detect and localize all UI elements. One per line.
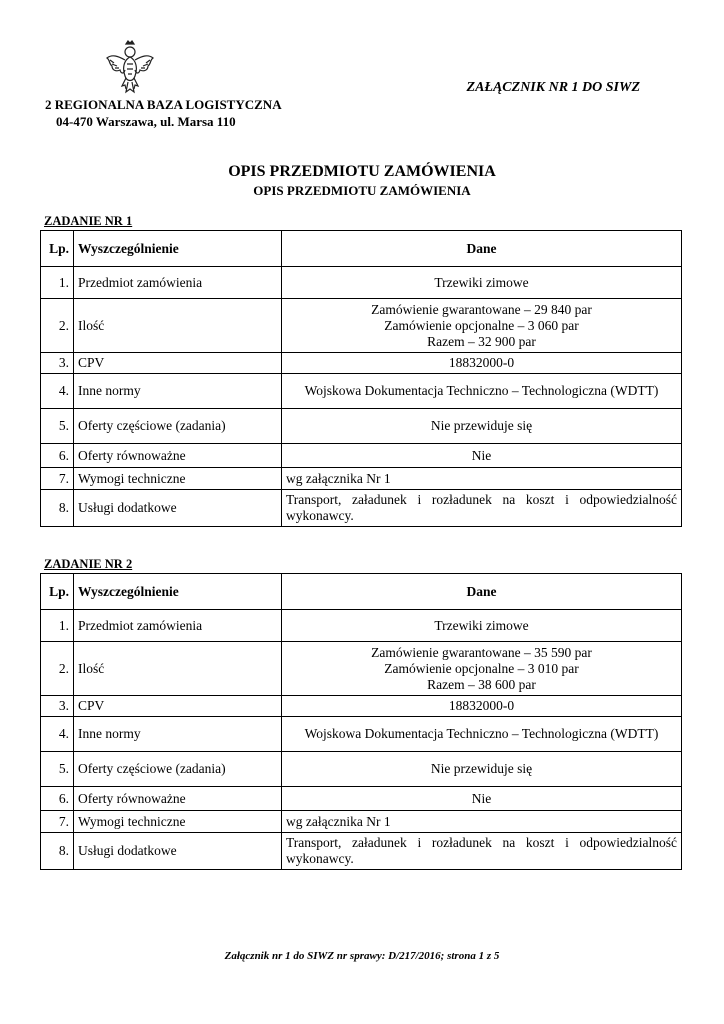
row-number: 1. bbox=[41, 610, 74, 642]
organization-address: 04-470 Warszawa, ul. Marsa 110 bbox=[56, 114, 236, 129]
table-row bbox=[41, 468, 682, 490]
row-number: 8. bbox=[41, 490, 74, 527]
task-1-table bbox=[40, 230, 682, 527]
row-item: CPV bbox=[74, 353, 282, 374]
polish-eagle-emblem-icon bbox=[104, 40, 156, 96]
row-number: 2. bbox=[41, 299, 74, 353]
row-item: Oferty częściowe (zadania) bbox=[74, 409, 282, 444]
row-value bbox=[282, 299, 682, 353]
row-value: 18832000-0 bbox=[282, 353, 682, 374]
row-value: Nie przewiduje się bbox=[282, 752, 682, 787]
row-item: Inne normy bbox=[74, 717, 282, 752]
row-number: 6. bbox=[41, 444, 74, 468]
row-number: 4. bbox=[41, 717, 74, 752]
row-number: 8. bbox=[41, 833, 74, 870]
row-item: Przedmiot zamówienia bbox=[74, 610, 282, 642]
guaranteed-quantity: Zamówienie gwarantowane – 29 840 par bbox=[371, 301, 592, 317]
row-value: Trzewiki zimowe bbox=[282, 610, 682, 642]
row-value: Wojskowa Dokumentacja Techniczno – Technologiczna (WDTT) bbox=[282, 374, 682, 409]
header-item: Wyszczególnienie bbox=[74, 574, 282, 610]
table-row bbox=[41, 490, 682, 527]
row-value: wg załącznika Nr 1 bbox=[282, 811, 682, 833]
table-row bbox=[41, 787, 682, 811]
row-number: 1. bbox=[41, 267, 74, 299]
row-value bbox=[282, 642, 682, 696]
header-data: Dane bbox=[282, 231, 682, 267]
row-item: Ilość bbox=[74, 642, 282, 696]
row-number: 5. bbox=[41, 752, 74, 787]
row-value: Transport, załadunek i rozładunek na koszt i odpowiedzialność wykonawcy. bbox=[282, 490, 682, 527]
row-value: Nie bbox=[282, 444, 682, 468]
row-value: Wojskowa Dokumentacja Techniczno – Technologiczna (WDTT) bbox=[282, 717, 682, 752]
guaranteed-quantity: Zamówienie gwarantowane – 35 590 par bbox=[371, 644, 592, 660]
row-number: 7. bbox=[41, 468, 74, 490]
optional-quantity: Zamówienie opcjonalne – 3 010 par bbox=[384, 660, 579, 676]
row-item: Inne normy bbox=[74, 374, 282, 409]
row-item: Wymogi techniczne bbox=[74, 811, 282, 833]
task-2-label: ZADANIE NR 2 bbox=[44, 557, 133, 571]
row-item: Oferty częściowe (zadania) bbox=[74, 752, 282, 787]
row-number: 2. bbox=[41, 642, 74, 696]
table-row bbox=[41, 299, 682, 353]
row-number: 3. bbox=[41, 696, 74, 717]
row-item: Ilość bbox=[74, 299, 282, 353]
page-footer: Załącznik nr 1 do SIWZ nr sprawy: D/217/2016; strona 1 z 5 bbox=[224, 950, 500, 962]
table-row bbox=[41, 717, 682, 752]
table-row bbox=[41, 353, 682, 374]
row-value: 18832000-0 bbox=[282, 696, 682, 717]
total-quantity: Razem – 38 600 par bbox=[427, 676, 536, 692]
organization-block bbox=[45, 96, 282, 130]
organization-name: 2 REGIONALNA BAZA LOGISTYCZNA bbox=[45, 97, 282, 112]
row-item: CPV bbox=[74, 696, 282, 717]
row-number: 5. bbox=[41, 409, 74, 444]
row-item: Przedmiot zamówienia bbox=[74, 267, 282, 299]
table-row bbox=[41, 444, 682, 468]
table-row bbox=[41, 610, 682, 642]
row-number: 6. bbox=[41, 787, 74, 811]
table-header-row bbox=[41, 574, 682, 610]
row-item: Usługi dodatkowe bbox=[74, 833, 282, 870]
table-row bbox=[41, 409, 682, 444]
task-2-table bbox=[40, 573, 682, 870]
table-row bbox=[41, 696, 682, 717]
attachment-header: ZAŁĄCZNIK NR 1 DO SIWZ bbox=[466, 80, 640, 95]
table-header-row bbox=[41, 231, 682, 267]
row-value: Nie bbox=[282, 787, 682, 811]
document-title: OPIS PRZEDMIOTU ZAMÓWIENIA bbox=[228, 163, 496, 180]
document-subtitle: OPIS PRZEDMIOTU ZAMÓWIENIA bbox=[253, 183, 471, 198]
header-lp: Lp. bbox=[41, 231, 74, 267]
row-item: Wymogi techniczne bbox=[74, 468, 282, 490]
task-1-label: ZADANIE NR 1 bbox=[44, 214, 133, 228]
row-number: 4. bbox=[41, 374, 74, 409]
total-quantity: Razem – 32 900 par bbox=[427, 333, 536, 349]
table-row bbox=[41, 642, 682, 696]
row-item: Oferty równoważne bbox=[74, 444, 282, 468]
row-item: Usługi dodatkowe bbox=[74, 490, 282, 527]
header-data: Dane bbox=[282, 574, 682, 610]
table-row bbox=[41, 833, 682, 870]
table-row bbox=[41, 811, 682, 833]
row-value: Transport, załadunek i rozładunek na koszt i odpowiedzialność wykonawcy. bbox=[282, 833, 682, 870]
row-value: wg załącznika Nr 1 bbox=[282, 468, 682, 490]
row-value: Trzewiki zimowe bbox=[282, 267, 682, 299]
row-value: Nie przewiduje się bbox=[282, 409, 682, 444]
row-number: 3. bbox=[41, 353, 74, 374]
table-row bbox=[41, 752, 682, 787]
header-item: Wyszczególnienie bbox=[74, 231, 282, 267]
table-row bbox=[41, 374, 682, 409]
row-item: Oferty równoważne bbox=[74, 787, 282, 811]
optional-quantity: Zamówienie opcjonalne – 3 060 par bbox=[384, 317, 579, 333]
header-lp: Lp. bbox=[41, 574, 74, 610]
row-number: 7. bbox=[41, 811, 74, 833]
table-row bbox=[41, 267, 682, 299]
